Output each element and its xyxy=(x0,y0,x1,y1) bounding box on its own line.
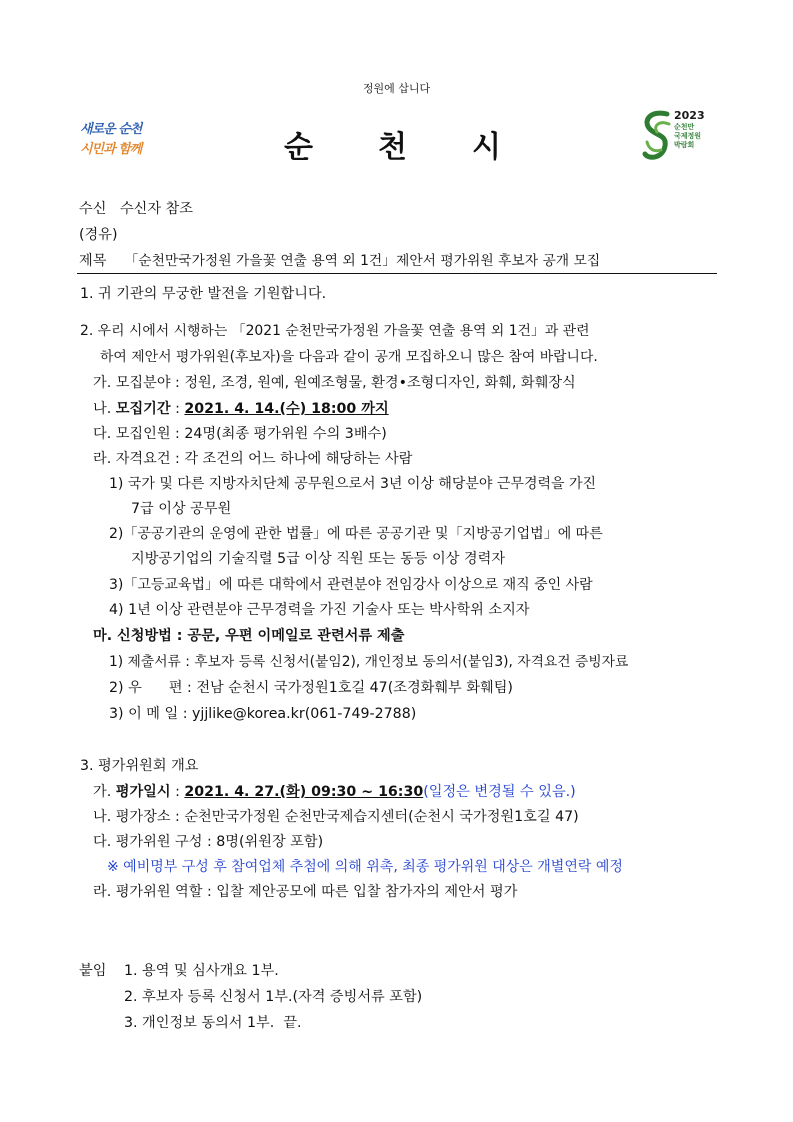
method-2: 2) 우 편 : 전남 순천시 국가정원1호길 47(조경화훼부 화훼팀) xyxy=(109,680,513,696)
section-3-ga-label: 가. xyxy=(93,784,116,800)
via-text: (경유) xyxy=(79,227,118,243)
item-ga: 가. 모집분야 : 정원, 조경, 원예, 원예조형물, 환경•조형디자인, 화훼, 화훼장식 xyxy=(93,375,576,391)
slogan-text: 정원에 삽니다 xyxy=(362,82,431,95)
item-ra: 라. 자격요건 : 각 조건의 어느 하나에 해당하는 사람 xyxy=(93,451,413,467)
paragraph-1: 1. 귀 기관의 무궁한 발전을 기원합니다. xyxy=(80,286,327,302)
subject-value: 「순천만국가정원 가을꽃 연출 용역 외 1건」제안서 평가위원 후보자 공개 모집 xyxy=(124,253,601,269)
item-na-sep: : xyxy=(170,401,185,417)
qualification-2-line-1: 2)「공공기관의 운영에 관한 법률」에 따른 공공기관 및「지방공기업법」에 따른 xyxy=(109,526,603,542)
item-da: 다. 모집인원 : 24명(최종 평가위원 수의 3배수) xyxy=(93,426,387,442)
attachment-item: 2. 후보자 등록 신청서 1부.(자격 증빙서류 포함) xyxy=(124,989,423,1005)
section-3-ra: 라. 평가위원 역할 : 입찰 제안공모에 따른 입찰 참가자의 제안서 평가 xyxy=(93,884,518,900)
attachments-label: 붙임 xyxy=(79,963,107,979)
qualification-2-line-2: 지방공기업의 기술직렬 5급 이상 직원 또는 동등 이상 경력자 xyxy=(131,551,506,567)
item-na-label: 나. xyxy=(93,401,116,417)
recipient-value: 수신자 참조 xyxy=(119,201,193,217)
section-3-ga-note: (일정은 변경될 수 있음.) xyxy=(423,784,576,800)
city-slogan-logo xyxy=(78,118,168,162)
section-3-na: 나. 평가장소 : 순천만국가정원 순천만국제습지센터(순천시 국가정원1호길 47) xyxy=(93,809,579,825)
section-3-ga-key: 평가일시 xyxy=(115,784,171,800)
org-title-char: 순 xyxy=(284,130,313,165)
item-na-key: 모집기간 xyxy=(115,401,171,417)
section-3-ga xyxy=(93,782,576,802)
org-title xyxy=(284,122,504,165)
expo-emblem-icon xyxy=(641,108,673,168)
attachment-item: 1. 용역 및 심사개요 1부. xyxy=(124,963,279,979)
qualification-1-line-1: 1) 국가 및 다른 지방자치단체 공무원으로서 3년 이상 해당분야 근무경력을 가진 xyxy=(109,476,597,492)
paragraph-2-line-2: 하여 제안서 평가위원(후보자)을 다음과 같이 공개 모집하오니 많은 참여 바랍니다. xyxy=(100,349,598,365)
section-3-title: 3. 평가위원회 개요 xyxy=(80,758,199,774)
method-3: 3) 이 메 일 : yjjlike@korea.kr(061-749-2788) xyxy=(109,706,417,722)
subject-label: 제목 xyxy=(79,253,107,269)
logo-line-2: 시민과 함께 xyxy=(80,142,142,157)
section-3-da: 다. 평가위원 구성 : 8명(위원장 포함) xyxy=(93,834,324,850)
expo-line-2: 국제정원 xyxy=(674,132,702,140)
expo-line-1: 순천만 xyxy=(674,123,695,131)
section-3-note: ※ 예비명부 구성 후 참여업체 추첨에 의해 위촉, 최종 평가위원 대상은 개별연락 예정 xyxy=(107,859,623,875)
qualification-3: 3)「고등교육법」에 따른 대학에서 관련분야 전임강사 이상으로 재직 중인 사람 xyxy=(109,577,593,593)
section-3-ga-value: 2021. 4. 27.(화) 09:30 ~ 16:30 xyxy=(184,784,424,800)
attachment-item: 3. 개인정보 동의서 1부. 끝. xyxy=(124,1015,302,1031)
method-1: 1) 제출서류 : 후보자 등록 신청서(붙임2), 개인정보 동의서(붙임3), 자격요건 증빙자료 xyxy=(109,654,629,670)
qualification-4: 4) 1년 이상 관련분야 근무경력을 가진 기술사 또는 박사학위 소지자 xyxy=(109,602,530,618)
paragraph-2-line-1: 2. 우리 시에서 시행하는 「2021 순천만국가정원 가을꽃 연출 용역 외 1건」과 관련 xyxy=(80,323,590,339)
item-na xyxy=(93,399,389,419)
item-ma: 마. 신청방법 : 공문, 우편 이메일로 관련서류 제출 xyxy=(93,628,405,644)
expo-year: 2023 xyxy=(674,109,705,122)
subject-divider xyxy=(77,273,717,274)
org-title-char: 천 xyxy=(378,130,407,165)
recipient-label: 수신 xyxy=(79,201,107,217)
section-3-ga-sep: : xyxy=(170,784,185,800)
item-na-value: 2021. 4. 14.(수) 18:00 까지 xyxy=(184,401,389,417)
expo-line-3: 박람회 xyxy=(674,141,695,149)
expo-logo xyxy=(641,106,721,168)
qualification-1-line-2: 7급 이상 공무원 xyxy=(131,501,232,517)
logo-line-1: 새로운 순천 xyxy=(80,122,142,137)
org-title-char: 시 xyxy=(472,130,501,165)
subject-row xyxy=(79,251,600,271)
recipient-row xyxy=(79,199,193,219)
